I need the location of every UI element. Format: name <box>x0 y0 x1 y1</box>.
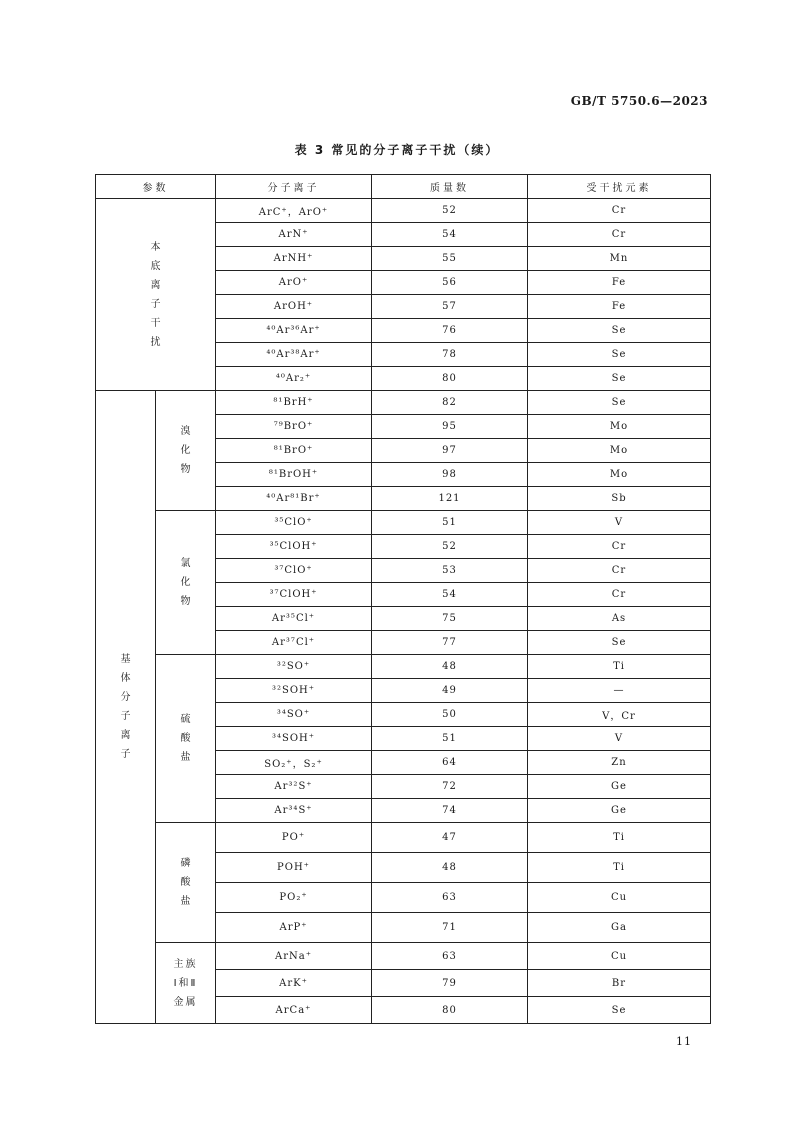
element-cell: Cr <box>528 583 711 607</box>
mass-cell: 49 <box>372 679 528 703</box>
mass-cell: 97 <box>372 439 528 463</box>
element-cell: Se <box>528 631 711 655</box>
mass-cell: 64 <box>372 751 528 775</box>
header-mass: 质量数 <box>372 175 528 199</box>
mass-cell: 54 <box>372 223 528 247</box>
mass-cell: 63 <box>372 943 528 970</box>
mass-cell: 80 <box>372 367 528 391</box>
subgroup-phosphate: 磷酸盐 <box>156 823 216 943</box>
subgroup-chloride: 氯化物 <box>156 511 216 655</box>
ion-cell: PO⁺ <box>216 823 372 853</box>
mass-cell: 79 <box>372 970 528 997</box>
mass-cell: 72 <box>372 775 528 799</box>
ion-cell: ⁴⁰Ar₂⁺ <box>216 367 372 391</box>
ion-cell: ArP⁺ <box>216 913 372 943</box>
ion-cell: ⁸¹BrOH⁺ <box>216 463 372 487</box>
mass-cell: 57 <box>372 295 528 319</box>
element-cell: Fe <box>528 271 711 295</box>
element-cell: Ge <box>528 799 711 823</box>
subgroup-sulfate: 硫酸盐 <box>156 655 216 823</box>
subgroup-bromide: 溴化物 <box>156 391 216 511</box>
mass-cell: 51 <box>372 511 528 535</box>
mass-cell: 80 <box>372 997 528 1024</box>
element-cell: V <box>528 511 711 535</box>
ion-cell: Ar³⁷Cl⁺ <box>216 631 372 655</box>
element-cell: Br <box>528 970 711 997</box>
mass-cell: 71 <box>372 913 528 943</box>
element-cell: — <box>528 679 711 703</box>
ion-cell: ³²SOH⁺ <box>216 679 372 703</box>
ion-cell: ³⁵ClOH⁺ <box>216 535 372 559</box>
mass-cell: 98 <box>372 463 528 487</box>
subgroup-alkali-metals: 主族 Ⅰ和Ⅱ 金属 <box>156 943 216 1024</box>
mass-cell: 82 <box>372 391 528 415</box>
element-cell: Mo <box>528 415 711 439</box>
page-number: 11 <box>676 1035 692 1048</box>
table-row <box>96 511 711 535</box>
mass-cell: 48 <box>372 853 528 883</box>
ion-cell: Ar³⁵Cl⁺ <box>216 607 372 631</box>
mass-cell: 74 <box>372 799 528 823</box>
mass-cell: 76 <box>372 319 528 343</box>
mass-cell: 95 <box>372 415 528 439</box>
table-row <box>96 823 711 853</box>
element-cell: Zn <box>528 751 711 775</box>
table-row <box>96 199 711 223</box>
ion-cell: ⁴⁰Ar³⁸Ar⁺ <box>216 343 372 367</box>
mass-cell: 78 <box>372 343 528 367</box>
mass-cell: 51 <box>372 727 528 751</box>
mass-cell: 52 <box>372 199 528 223</box>
header-element: 受干扰元素 <box>528 175 711 199</box>
interference-table <box>95 174 711 1024</box>
ion-cell: ³⁷ClO⁺ <box>216 559 372 583</box>
element-cell: Se <box>528 391 711 415</box>
element-cell: Mo <box>528 439 711 463</box>
table-row <box>96 655 711 679</box>
element-cell: Se <box>528 343 711 367</box>
mass-cell: 54 <box>372 583 528 607</box>
element-cell: Cu <box>528 943 711 970</box>
header-row <box>96 175 711 199</box>
ion-cell: Ar³²S⁺ <box>216 775 372 799</box>
ion-cell: SO₂⁺，S₂⁺ <box>216 751 372 775</box>
ion-cell: ⁴⁰Ar³⁶Ar⁺ <box>216 319 372 343</box>
mass-cell: 56 <box>372 271 528 295</box>
mass-cell: 77 <box>372 631 528 655</box>
element-cell: Fe <box>528 295 711 319</box>
table-caption: 表 3 常见的分子离子干扰（续） <box>294 143 500 157</box>
mass-cell: 121 <box>372 487 528 511</box>
ion-cell: PO₂⁺ <box>216 883 372 913</box>
mass-cell: 63 <box>372 883 528 913</box>
mass-cell: 75 <box>372 607 528 631</box>
standard-number: GB/T 5750.6—2023 <box>570 94 708 108</box>
mass-cell: 55 <box>372 247 528 271</box>
ion-cell: Ar³⁴S⁺ <box>216 799 372 823</box>
element-cell: Se <box>528 319 711 343</box>
ion-cell: ³⁷ClOH⁺ <box>216 583 372 607</box>
element-cell: As <box>528 607 711 631</box>
ion-cell: ⁸¹BrO⁺ <box>216 439 372 463</box>
mass-cell: 52 <box>372 535 528 559</box>
ion-cell: ArCa⁺ <box>216 997 372 1024</box>
element-cell: Se <box>528 367 711 391</box>
ion-cell: ArO⁺ <box>216 271 372 295</box>
element-cell: Cr <box>528 559 711 583</box>
mass-cell: 53 <box>372 559 528 583</box>
element-cell: Ge <box>528 775 711 799</box>
ion-cell: ⁸¹BrH⁺ <box>216 391 372 415</box>
element-cell: Se <box>528 997 711 1024</box>
group-background: 本底离子干扰 <box>96 199 216 391</box>
element-cell: Ti <box>528 823 711 853</box>
ion-cell: ⁷⁹BrO⁺ <box>216 415 372 439</box>
ion-cell: ³⁵ClO⁺ <box>216 511 372 535</box>
ion-cell: ArNa⁺ <box>216 943 372 970</box>
mass-cell: 48 <box>372 655 528 679</box>
ion-cell: ArC⁺，ArO⁺ <box>216 199 372 223</box>
ion-cell: ArN⁺ <box>216 223 372 247</box>
ion-cell: ArK⁺ <box>216 970 372 997</box>
element-cell: Cr <box>528 199 711 223</box>
group-matrix: 基体分子离子 <box>96 391 156 1024</box>
mass-cell: 47 <box>372 823 528 853</box>
ion-cell: ³⁴SO⁺ <box>216 703 372 727</box>
table-row <box>96 943 711 970</box>
element-cell: Cr <box>528 223 711 247</box>
mass-cell: 50 <box>372 703 528 727</box>
ion-cell: POH⁺ <box>216 853 372 883</box>
header-param: 参数 <box>96 175 216 199</box>
ion-cell: ³²SO⁺ <box>216 655 372 679</box>
element-cell: Cu <box>528 883 711 913</box>
element-cell: Ti <box>528 655 711 679</box>
element-cell: Ga <box>528 913 711 943</box>
element-cell: Mo <box>528 463 711 487</box>
element-cell: Cr <box>528 535 711 559</box>
element-cell: V <box>528 727 711 751</box>
header-ion: 分子离子 <box>216 175 372 199</box>
element-cell: Ti <box>528 853 711 883</box>
element-cell: Sb <box>528 487 711 511</box>
ion-cell: ⁴⁰Ar⁸¹Br⁺ <box>216 487 372 511</box>
ion-cell: ³⁴SOH⁺ <box>216 727 372 751</box>
element-cell: V，Cr <box>528 703 711 727</box>
element-cell: Mn <box>528 247 711 271</box>
table-row <box>96 391 711 415</box>
ion-cell: ArNH⁺ <box>216 247 372 271</box>
ion-cell: ArOH⁺ <box>216 295 372 319</box>
